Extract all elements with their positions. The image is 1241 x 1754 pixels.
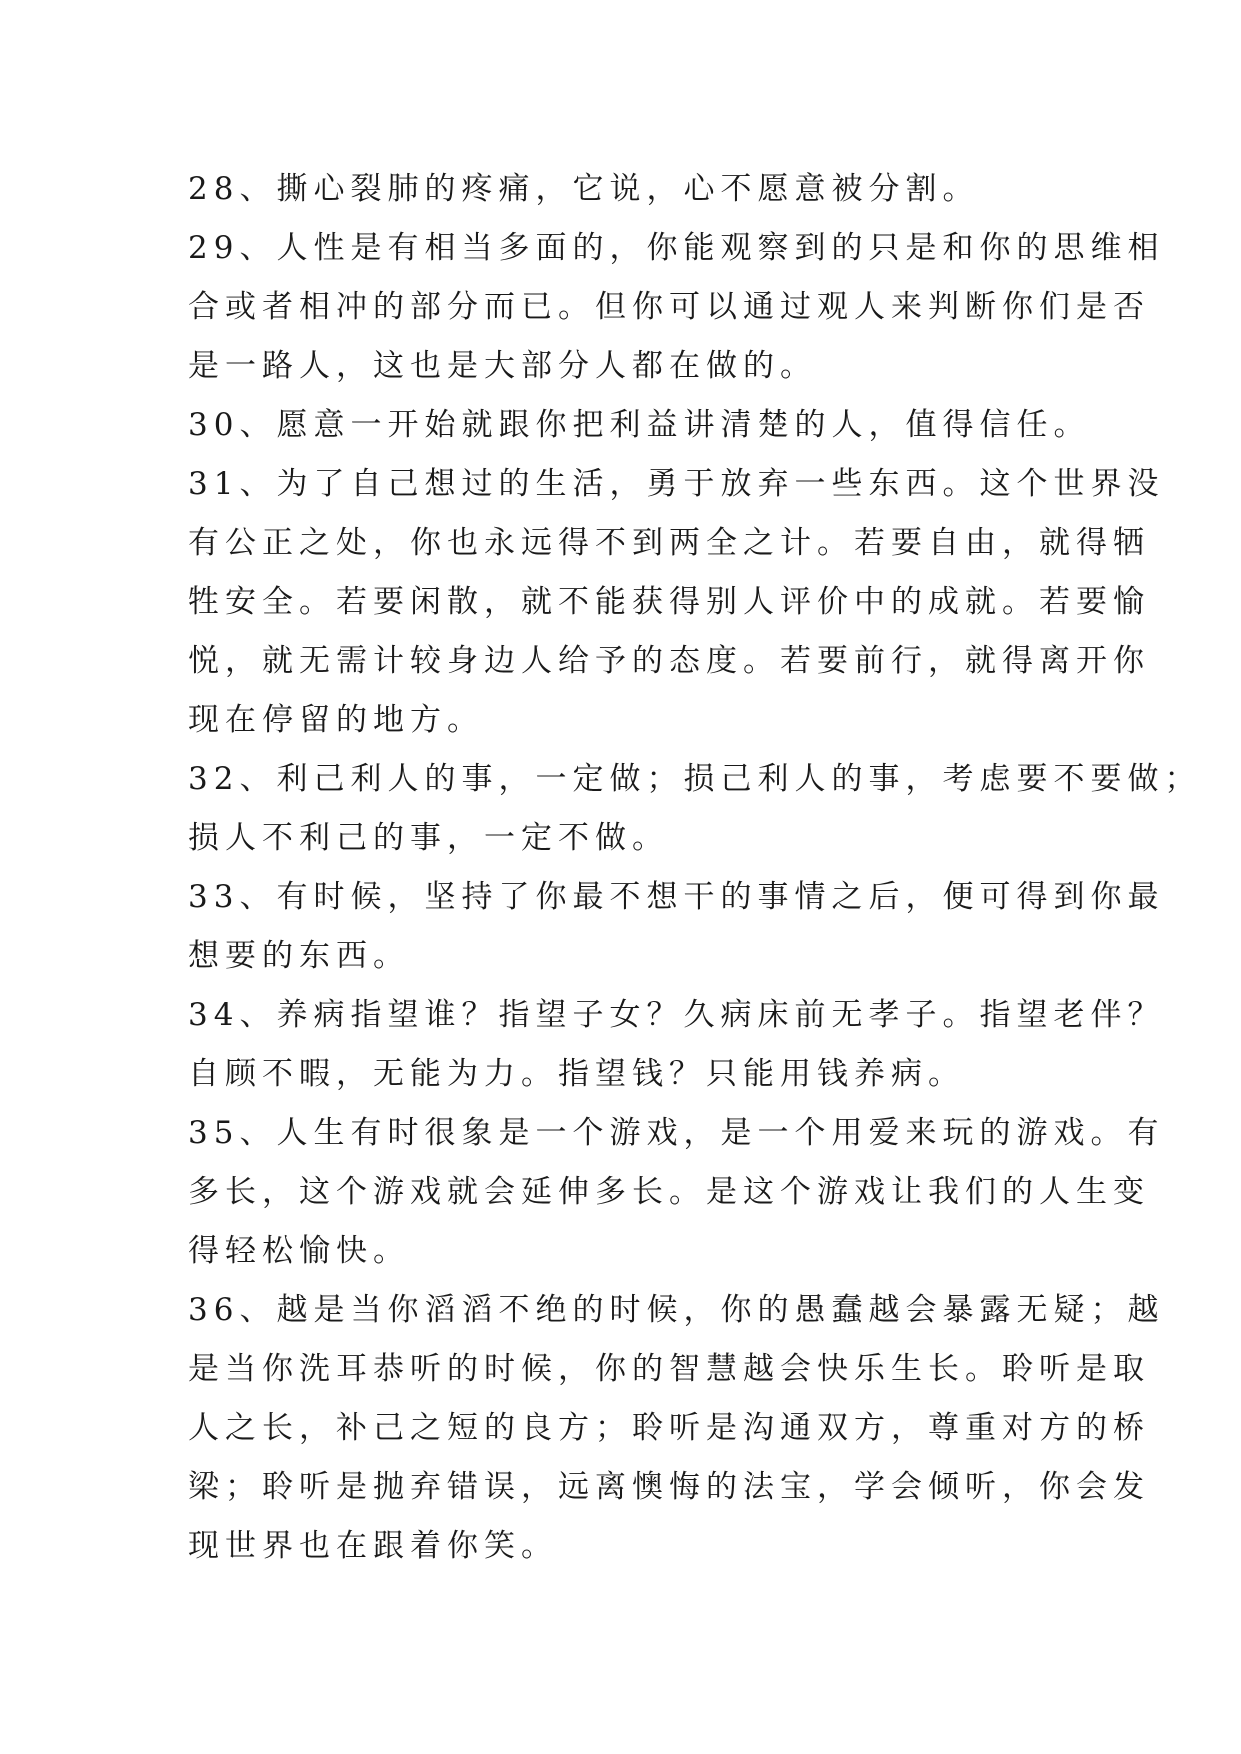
text-line: 34、养病指望谁？指望子女？久病床前无孝子。指望老伴？ xyxy=(188,997,1165,1033)
text-line: 29、人性是有相当多面的，你能观察到的只是和你的思维相 xyxy=(188,230,1165,266)
text-line: 损人不利己的事，一定不做。 xyxy=(188,820,669,856)
text-line: 现在停留的地方。 xyxy=(188,702,484,738)
text-line: 36、越是当你滔滔不绝的时候，你的愚蠢越会暴露无疑；越 xyxy=(188,1292,1165,1328)
text-line: 31、为了自己想过的生活，勇于放弃一些东西。这个世界没 xyxy=(188,466,1165,502)
text-line: 33、有时候，坚持了你最不想干的事情之后，便可得到你最 xyxy=(188,879,1165,915)
text-line: 是当你洗耳恭听的时候，你的智慧越会快乐生长。聆听是取 xyxy=(188,1351,1150,1387)
text-line: 现世界也在跟着你笑。 xyxy=(188,1528,558,1564)
text-line: 想要的东西。 xyxy=(188,938,410,974)
text-line: 梁；聆听是抛弃错误，远离懊悔的法宝，学会倾听，你会发 xyxy=(188,1469,1150,1505)
text-line: 35、人生有时很象是一个游戏，是一个用爱来玩的游戏。有 xyxy=(188,1115,1165,1151)
text-line: 合或者相冲的部分而已。但你可以通过观人来判断你们是否 xyxy=(188,289,1150,325)
text-line: 牲安全。若要闲散，就不能获得别人评价中的成就。若要愉 xyxy=(188,584,1150,620)
text-line: 32、利己利人的事，一定做；损己利人的事，考虑要不要做； xyxy=(188,761,1202,797)
text-line: 人之长，补己之短的良方；聆听是沟通双方，尊重对方的桥 xyxy=(188,1410,1150,1446)
text-line: 得轻松愉快。 xyxy=(188,1233,410,1269)
document-body xyxy=(188,160,1202,1576)
text-line: 是一路人，这也是大部分人都在做的。 xyxy=(188,348,817,384)
text-line: 28、撕心裂肺的疼痛，它说，心不愿意被分割。 xyxy=(188,171,980,207)
text-line: 有公正之处，你也永远得不到两全之计。若要自由，就得牺 xyxy=(188,525,1150,561)
text-line: 30、愿意一开始就跟你把利益讲清楚的人，值得信任。 xyxy=(188,407,1091,443)
text-line: 自顾不暇，无能为力。指望钱？只能用钱养病。 xyxy=(188,1056,965,1092)
text-line: 悦，就无需计较身边人给予的态度。若要前行，就得离开你 xyxy=(188,643,1150,679)
text-line: 多长，这个游戏就会延伸多长。是这个游戏让我们的人生变 xyxy=(188,1174,1150,1210)
